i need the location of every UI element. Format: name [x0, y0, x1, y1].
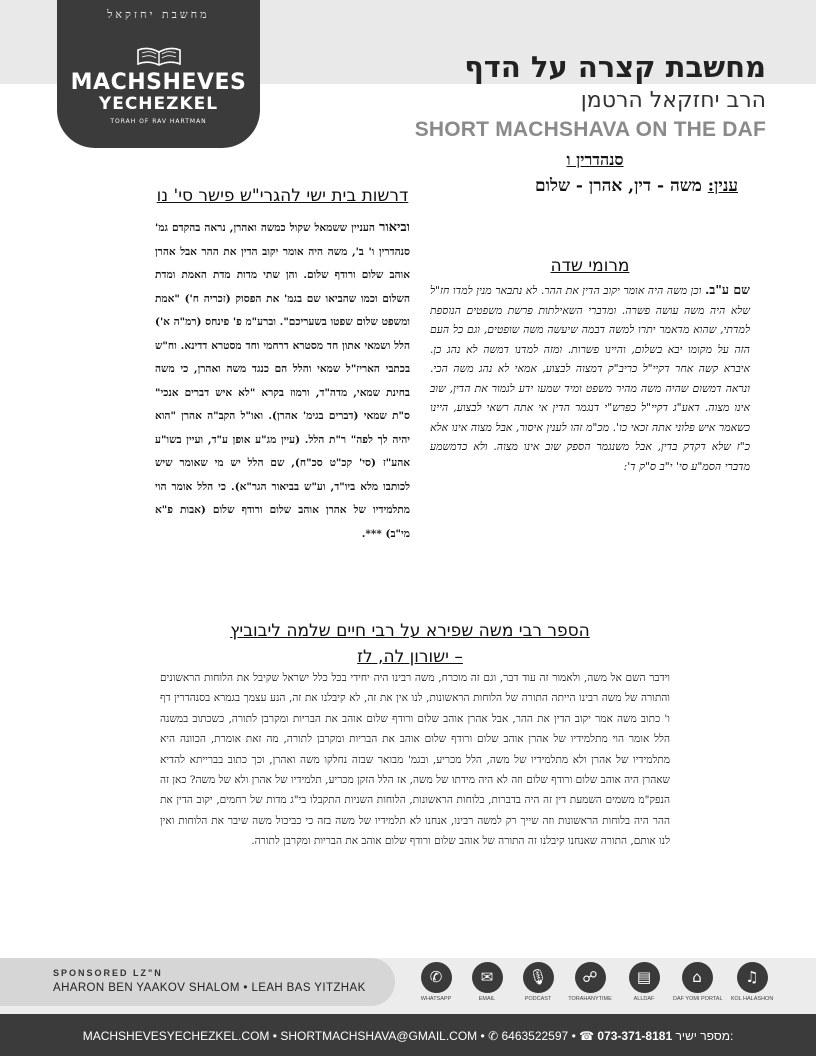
footer-website[interactable]: MACHSHEVESYECHEZKEL.COM	[82, 1029, 270, 1043]
sponsor-names: AHARON BEN YAAKOV SHALOM • LEAH BAS YITZHAK	[53, 982, 366, 994]
link-label: DAF YOMI PORTAL	[673, 996, 723, 1002]
footer-phone[interactable]: 073-371-8181	[597, 1029, 673, 1043]
podcast-link[interactable]	[514, 962, 562, 1010]
right-column-heading: מרומי שדה	[550, 256, 630, 276]
right-column-section	[430, 256, 750, 476]
left-column-lead: וביאור	[378, 220, 410, 235]
daf-title-wrap	[0, 150, 816, 170]
whatsapp-small-icon: ✆	[488, 1029, 502, 1043]
link-label: WHATSAPP	[420, 996, 452, 1002]
link-label: KOL HALASHON	[730, 996, 774, 1002]
footer-email[interactable]: SHORTMACHSHAVA@GMAIL.COM	[280, 1029, 478, 1043]
english-title: SHORT MACHSHAVA ON THE DAF	[414, 118, 766, 141]
left-column-body	[155, 216, 410, 546]
daf-title: סנהדרין ו	[566, 150, 624, 169]
bottom-section-body: וידבר השם אל משה, ולאמור זה עוד דבר, וגם זה מוכרח, משה רבינו היה יחידי בכל כלל ישראל שקיבל את הלוחות הראשונים והתורה של משה רבינו הייתה התורה של הלוחות הראשונות, לנו אין את זה, לא קיבלנו את זה, הנע עצמך בגמרא בסנהדרין דף ו' כתוב משה אמר יקוב הדין את ההר, אבל אהרן אוהב שלום ורודף שלום אוהב את הבריות ומקרבן לתורה, כשכתוב במשנה הלל אומר הוי מתלמידיו של אהרן אוהב שלום ורודף שלום אוהב את הבריות ומקרבן לתורה, מה זאת אומרת, הכוונה היא מתלמידיו של אהרן ולא מתלמידיו של משה, הלל מכריע, ובגמ' מבואר שבזה נחלקו משה ואהרן, וכך כתוב בברייתא להדיא שאהרן היה אוהב שלום ורודף שלום וזה לא היה מידתו של משה, אז הלל הזקן מכריע, תלמידיו של אהרן ולא של משה? כאן זה הנפק"מ משמים השמעת דין זה היה בדברות, בלוחות הראשונות, הלוחות השניות התקבלו בי"ג מדות של רחמים, יקוב הדין את ההר היה בלוחות הראשונות וזה שייך רק למשה רבינו, אנחנו לא תלמידיו של משה בזה כי כביכול משה שיבר את הלוחות ואין לנו אותם, התורה שאנחנו קיבלנו זה התורה של אוהב שלום ורודף שלום אוהב את הבריות ומקרבן לתורה.	[160, 672, 670, 848]
topic-line	[535, 176, 738, 196]
daf-yomi-portal-link[interactable]	[673, 962, 721, 1010]
footer-separator: •	[480, 1029, 489, 1043]
left-column-section	[155, 186, 410, 546]
bottom-heading-line2: – ישורון לה, לז	[357, 647, 463, 667]
bottom-heading-line1: הספר רבי משה שפירא על רבי חיים שלמה ליבוביץ	[230, 621, 590, 641]
footer-whatsapp[interactable]: 6463522597	[501, 1029, 569, 1043]
link-label: TORAHANYTIME	[568, 996, 612, 1002]
bottom-section-heading	[165, 618, 655, 670]
daf-yomi-portal-icon: ⌂	[682, 962, 713, 993]
torahanytime-link[interactable]	[566, 962, 614, 1010]
email-icon: ✉	[472, 962, 503, 993]
link-label: ALLDAF	[633, 996, 655, 1002]
brand-logo[interactable]	[57, 0, 260, 148]
link-label: EMAIL	[478, 996, 496, 1002]
left-column-text: העניין ששמאל שקול כמשה ואהרן, נראה בהקדם גמ' סנהדרין ו' ב', משה היה אומר יקוב הדין את ההר אבל אהרן אוהב שלום ורודף שלום. והן שתי מדות מדת האמת ומדת השלום וכמו שהביאו שם בגמ' את הפסוק (זכריה ח') "אמת ומשפט שלום שפטו בשעריכם". וברע"מ פ' פינחס (רמ"ה א') הלל ושמאי אתון חד מסטרא דרחמי וחד מסטרא דדינא. וח"ש בכתבי האריז"ל שמאי והלל הם כנגד משה ואהרן, כי משה בחינת שמאי, מדה"ד, ורמוז בקרא "לא איש דברים אנכי" ס"ת שמאי (דברים בגימ' אהרן). ואו"ל הקב"ה אהרן "הוא יהיה לך לפה" ר"ת הלל. (עיין מג"ע אופן ע"ד, ועיין בשו"ע אהע"ז (סי' קכ"ט סכ"ח), שם הלל יש מי שאומר שיש לכותבו מלא ביו"ד, וע"ש בביאור הגר"א). כי הלל אומר הוי מתלמידיו של אהרן אוהב שלום ורודף שלום (אבות פ"א מי"ב) ***.	[155, 222, 410, 540]
whatsapp-link[interactable]	[412, 962, 460, 1010]
page-title: מחשבת קצרה על הדף	[464, 50, 766, 84]
sponsor-label: SPONSORED LZ"N	[53, 968, 163, 978]
logo-line1: MACHSHEVES	[70, 70, 247, 95]
kol-halashon-link[interactable]	[728, 962, 776, 1010]
author-name: הרב יחזקאל הרטמן	[580, 88, 766, 113]
alldaf-link[interactable]	[620, 962, 668, 1010]
footer-contact-line	[0, 1029, 816, 1043]
kol-halashon-icon: ♫	[737, 962, 768, 993]
whatsapp-icon: ✆	[421, 962, 452, 993]
phone-icon: ☎	[579, 1029, 598, 1043]
email-link[interactable]	[463, 962, 511, 1010]
right-column-body	[430, 280, 750, 476]
topic-label: ענין:	[707, 176, 738, 196]
right-column-text: וכן משה היה אומר יקוב הדין את ההר. לא נתבאר מנין למדו חז"ל שלא היה משה עושה פשרה. ומדברי השאילתות פרשת משפטים הנוספת למדתי, שהוא מדאמר יתרו למשה דבמה שיעשה משה שופטים, וגם כל העם הזה על מקומו יבא בשלום, והיינו פשרות. ומזה למדנו דמשה לא נהג כן. איברא קשה אחר דקיי"ל כריב"ק דמצוה לבצוע, אמאי לא נהג משה הכי. ונראה דמשום שהיה משה מהיר משפט ומיד שמעו ידע לגמור את הדין, שוב אינו מצוה. דאע"ג דקיי"ל כפרש"י דנגמר הדין אי אתה רשאי לבצוע, היינו כשאמר איש פלוני אתה זכאי כו'. מכ"מ זהו לענין איסור, אבל מצוה אינו אלא כ"ז שלא דקדק בדין, אבל משנגמר הספק שוב אינו מצוה. ולא כדמשמע מדברי הסמ"ע סי' י"ב ס"ק ד':	[430, 284, 750, 473]
logo-hebrew-text: מחשבת יחזקאל	[107, 8, 210, 21]
logo-tagline: TORAH OF RAV HARTMAN	[110, 118, 207, 125]
logo-line2: YECHEZKEL	[98, 94, 219, 114]
open-book-icon	[136, 44, 182, 66]
topic-text: משה - דין, אהרן - שלום	[535, 176, 708, 196]
footer-phone-label: מספר ישיר:	[675, 1029, 734, 1043]
footer-separator: •	[272, 1029, 281, 1043]
podcast-icon: 🎙	[523, 962, 554, 993]
alldaf-icon: ▤	[629, 962, 660, 993]
right-column-lead: שם ע"ב.	[704, 282, 750, 297]
left-column-heading: דרשות בית ישי להגרי"ש פישר סי' נו	[156, 186, 409, 206]
link-icons-row	[410, 962, 790, 1010]
link-label: PODCAST	[524, 996, 552, 1002]
footer-separator: •	[571, 1029, 580, 1043]
torahanytime-icon: ☍	[575, 962, 606, 993]
